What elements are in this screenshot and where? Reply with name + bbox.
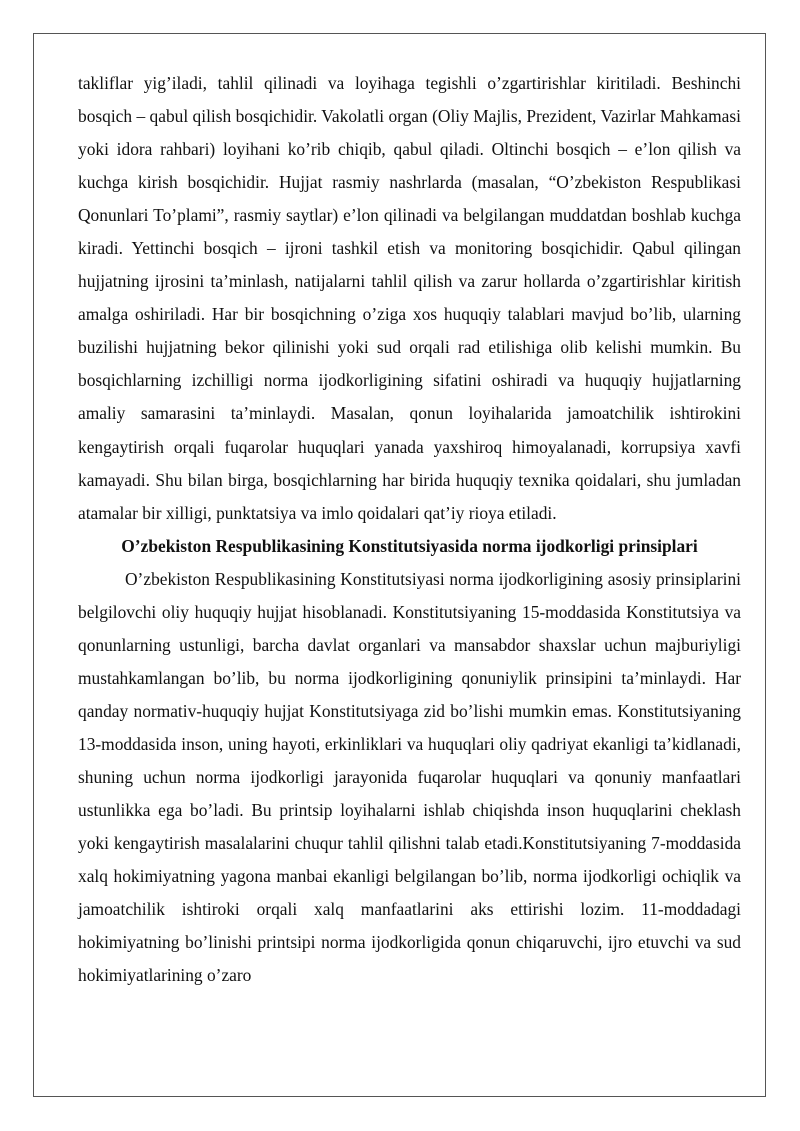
body-paragraph: takliflar yig’iladi, tahlil qilinadi va loyihaga tegishli o’zgartirishlar kiritiladi. Beshinchi bosqich – qabul qilish bosqichidir. Vakolatli organ (Oliy Majlis, Prezident, Vazirlar Mahkamasi yoki idora rahbari) loyihani ko’rib chiqib, qabul qiladi. Oltinchi bosqich – e’lon qilish va kuchga kirish bosqichidir. Hujjat rasmiy nashrlarda (masalan, “O’zbekiston Respublikasi Qonunlari To’plami”, rasmiy saytlar) e’lon qilinadi va belgilangan muddatdan boshlab kuchga kiradi. Yettinchi bosqich – ijroni tashkil etish va monitoring bosqichidir. Qabul qilingan hujjatning ijrosini ta’minlash, natijalarni tahlil qilish va zarur hollarda o’zgartirishlar kiritish amalga oshiriladi. Har bir bosqichning o’ziga xos huquqiy talablari mavjud bo’lib, ularning buzilishi hujjatning bekor qilinishi yoki sud orqali rad etilishiga olib kelishi mumkin. Bu bosqichlarning izchilligi norma ijodkorligining sifatini oshiradi va huquqiy hujjatlarning amaliy samarasini ta’minlaydi. Masalan, qonun loyihalarida jamoatchilik ishtirokini kengaytirish orqali fuqarolar huquqlari yanada yaxshiroq himoyalanadi, korrupsiya xavfi kamayadi. Shu bilan birga, bosqichlarning har birida huquqiy texnika qoidalari, shu jumladan atamalar bir xilligi, punktatsiya va imlo qoidalari qat’iy rioya etiladi.	[78, 73, 741, 523]
section-heading: O’zbekiston Respublikasining Konstitutsiyasida norma ijodkorligi prinsiplari	[121, 535, 698, 556]
document-body	[78, 67, 741, 992]
body-paragraph: O’zbekiston Respublikasining Konstitutsiyasi norma ijodkorligining asosiy prinsiplarini belgilovchi oliy huquqiy hujjat hisoblanadi. Konstitutsiyaning 15-moddasida Konstitutsiya va qonunlarning ustunligi, barcha davlat organlari va mansabdor shaxslar uchun majburiyligi mustahkamlangan bo’lib, bu norma ijodkorligining qonuniylik prinsipini ta’minlaydi. Har qanday normativ-huquqiy hujjat Konstitutsiyaga zid bo’lishi mumkin emas. Konstitutsiyaning 13-moddasida inson, uning hayoti, erkinliklari va huquqlari oliy qadriyat ekanligi ta’kidlanadi, shuning uchun norma ijodkorligi jarayonida fuqarolar huquqlari va qonuniy manfaatlari ustunlikka ega bo’ladi. Bu printsip loyihalarni ishlab chiqishda inson huquqlarini cheklash yoki kengaytirish masalalarini chuqur tahlil qilishni talab etadi.Konstitutsiyaning 7-moddasida xalq hokimiyatning yagona manbai ekanligi belgilangan bo’lib, norma ijodkorligi ochiqlik va jamoatchilik ishtiroki orqali xalq manfaatlarini aks ettirishi lozim. 11-moddadagi hokimiyatning bo’linishi printsipi norma ijodkorligida qonun chiqaruvchi, ijro etuvchi va sud hokimiyatlarining o’zaro	[78, 568, 741, 986]
